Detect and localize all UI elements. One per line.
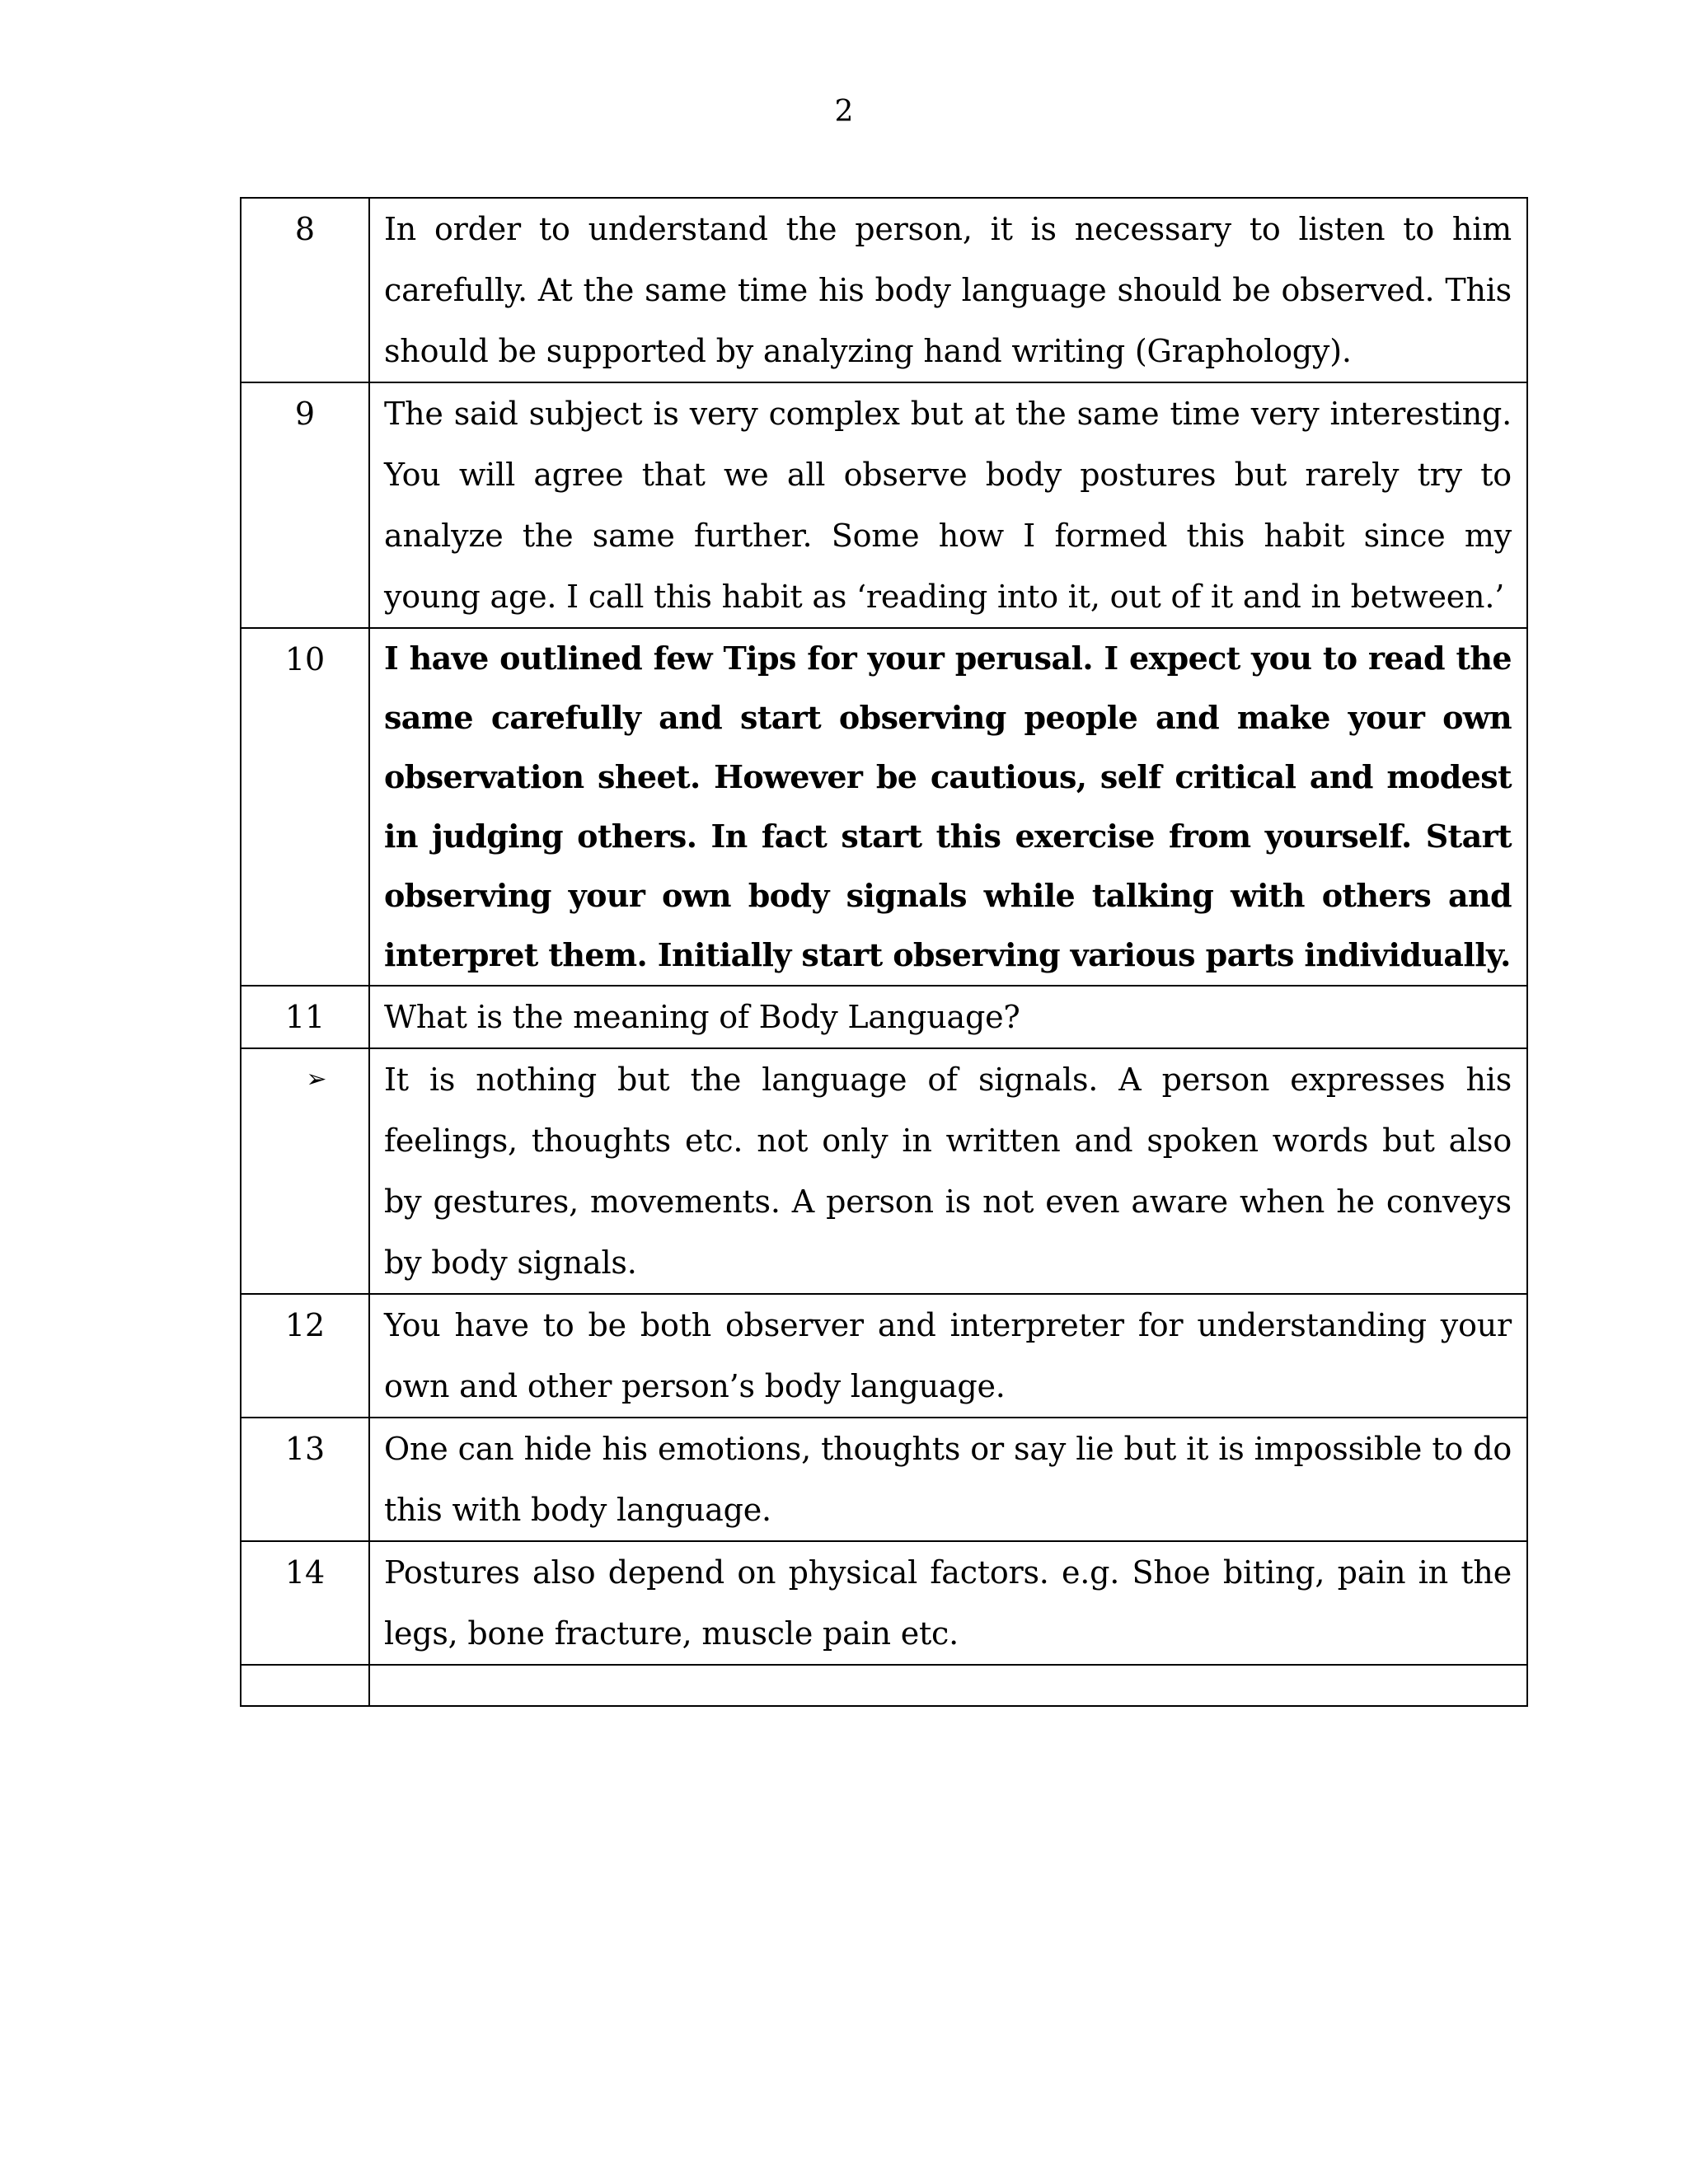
row-number-cell	[241, 986, 369, 1048]
row-number-cell	[241, 1048, 369, 1294]
row-text-cell	[369, 198, 1527, 382]
row-number-cell	[241, 198, 369, 382]
row-text: One can hide his emotions, thoughts or say lie but it is impossible to do this with body language.	[384, 1431, 1512, 1528]
row-text: What is the meaning of Body Language?	[384, 999, 1020, 1035]
row-number: 10	[284, 641, 326, 677]
row-number: 13	[284, 1431, 326, 1467]
table-row	[241, 1294, 1527, 1418]
row-number-cell	[241, 382, 369, 628]
content-table	[240, 197, 1528, 1707]
row-number-cell	[241, 1418, 369, 1541]
table-row	[241, 1418, 1527, 1541]
row-text: In order to understand the person, it is necessary to listen to him carefully. At the same time his body language should be observed. This should be supported by analyzing hand writing (Graphology).	[384, 211, 1512, 369]
table-row	[241, 986, 1527, 1048]
row-number: 12	[284, 1307, 326, 1343]
table-row	[241, 628, 1527, 986]
table-row	[241, 1048, 1527, 1294]
row-text: You have to be both observer and interpreter for understanding your own and other person’s body language.	[384, 1307, 1512, 1404]
row-text-cell	[369, 1541, 1527, 1665]
table-row	[241, 1541, 1527, 1665]
row-text-bold: I have outlined few Tips for your perusal. I expect you to read the same carefully and start observing people and make your own observation sheet. However be cautious, self critical and modest in judging others. In fact start this exercise from yourself. Start observing your own body signals while talking with others and interpret them. Initially start observing various parts individually.	[384, 640, 1512, 973]
row-text-cell	[369, 628, 1527, 986]
table-row-empty	[241, 1665, 1527, 1706]
row-text: The said subject is very complex but at the same time very interesting. You will agree that we all observe body postures but rarely try to analyze the same further. Some how I formed this habit since my young age. I call this habit as ‘reading into it, out of it and in between.’	[384, 396, 1512, 615]
row-number-cell	[241, 628, 369, 986]
row-number-cell	[241, 1294, 369, 1418]
empty-text-cell	[369, 1665, 1527, 1706]
row-text-cell	[369, 1418, 1527, 1541]
table-row	[241, 382, 1527, 628]
row-number: 11	[284, 999, 326, 1035]
row-number: 14	[284, 1554, 326, 1591]
empty-number-cell	[241, 1665, 369, 1706]
table-row	[241, 198, 1527, 382]
row-text-cell	[369, 986, 1527, 1048]
row-text-cell	[369, 1294, 1527, 1418]
arrow-bullet-icon: ➢	[306, 1065, 327, 1094]
page-number: 2	[834, 95, 854, 129]
row-text: Postures also depend on physical factors. e.g. Shoe biting, pain in the legs, bone fracture, muscle pain etc.	[384, 1554, 1512, 1652]
row-number: 8	[294, 211, 316, 247]
row-number-cell	[241, 1541, 369, 1665]
row-text: It is nothing but the language of signals. A person expresses his feelings, thoughts etc. not only in written and spoken words but also by gestures, movements. A person is not even aware when he conveys by body signals.	[384, 1062, 1512, 1281]
row-text-cell	[369, 382, 1527, 628]
row-number: 9	[294, 396, 316, 432]
row-text-cell	[369, 1048, 1527, 1294]
